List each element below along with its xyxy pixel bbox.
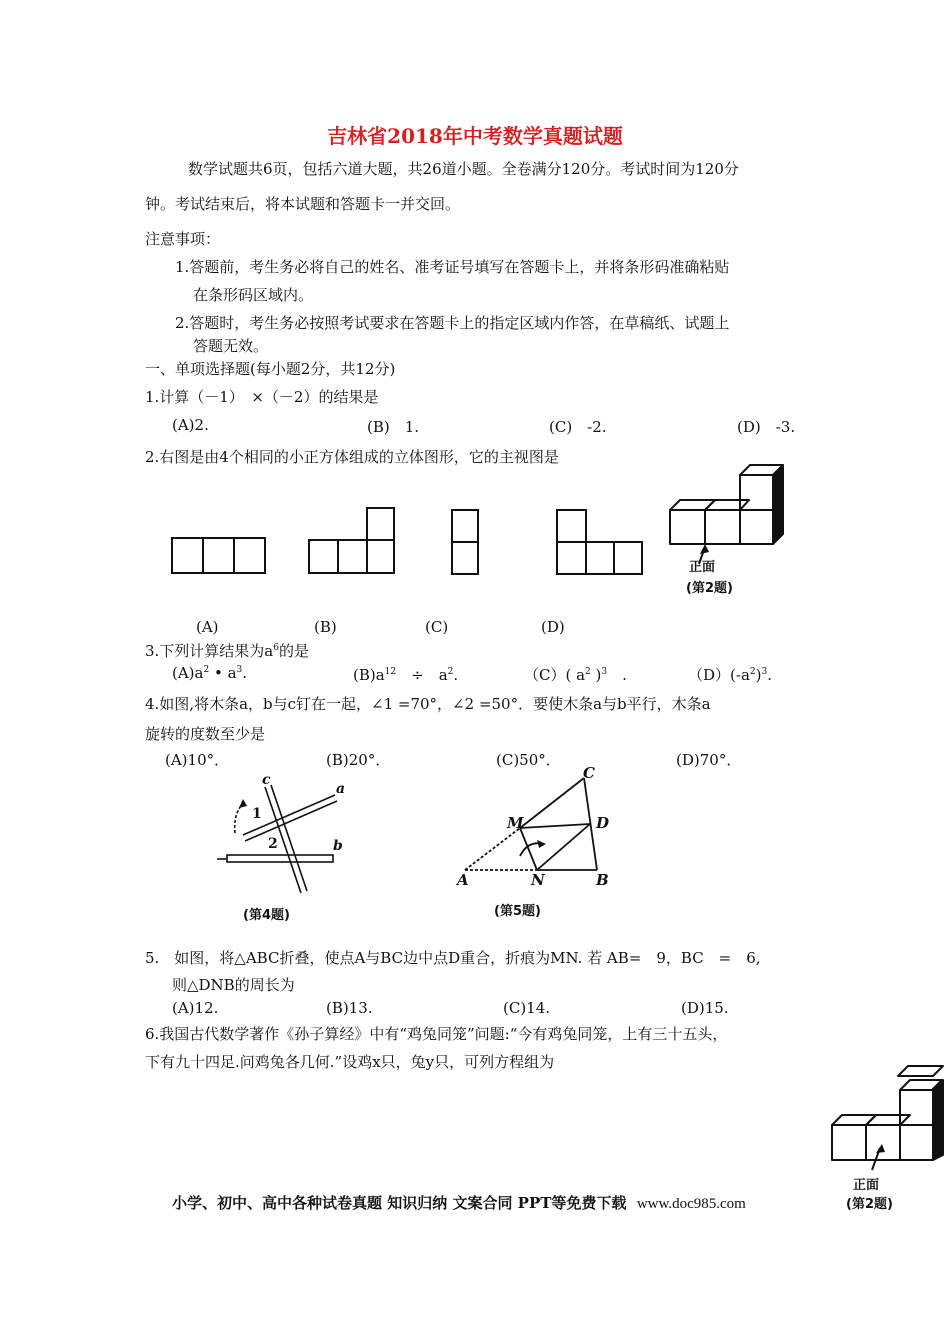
footer-link[interactable]: www.doc985.com [636, 1196, 746, 1212]
q2-option-a-figure [170, 536, 268, 576]
footer [172, 1192, 746, 1213]
intro-line-2: 钟。考试结束后，将本试题和答题卡一并交回。 [145, 195, 461, 213]
q2-option-d: (D) [541, 618, 565, 636]
q2-stem: 2.右图是由4个相同的小正方体组成的立体图形，它的主视图是 [145, 448, 559, 466]
q5-label-N: N [531, 871, 545, 889]
q5-option-c: (C)14. [503, 999, 551, 1017]
side-solid-figure [828, 1058, 948, 1193]
q5-option-a: (A)12. [172, 999, 219, 1017]
q2-option-d-figure [555, 508, 645, 578]
q5-label-D: D [596, 814, 610, 832]
notice-item-1-line-2: 在条形码区域内。 [193, 286, 314, 304]
q5-option-b: (B)13. [326, 999, 373, 1017]
q2-option-a: (A) [196, 618, 219, 636]
q5-option-d: (D)15. [681, 999, 729, 1017]
q4-label-c: c [262, 772, 271, 788]
q4-label-a: a [336, 781, 346, 797]
q1-option-b: (B) 1. [367, 418, 420, 436]
q4-label-angle-1: 1 [252, 806, 262, 822]
q2-option-b-figure [307, 506, 397, 576]
q5-label-A: A [457, 871, 469, 889]
notice-item-2-line-1: 2.答题时，考生务必按照考试要求在答题卡上的指定区域内作答，在草稿纸、试题上 [175, 314, 730, 332]
intro-line-1: 数学试题共6页，包括六道大题，共26道小题。全卷满分120分。考试时间为120分 [188, 160, 739, 178]
q1-option-a: (A)2. [172, 416, 209, 434]
q1-stem: 1.计算（－1） ×（－2）的结果是 [145, 388, 379, 406]
q4-stem-line-1: 4.如图,将木条a，b与c钉在一起，∠1 =70°，∠2 =50°．要使木条a与b平行，木条a [145, 695, 711, 713]
q2-option-c: (C) [425, 618, 449, 636]
q6-stem-line-2: 下有九十四足.问鸡兔各几何.”设鸡x只，兔y只，可列方程组为 [145, 1053, 555, 1071]
q3-stem: 3.下列计算结果为$a^6$的是 [145, 642, 310, 660]
notice-item-2-line-2: 答题无效。 [193, 337, 269, 355]
q1-option-c: (C) -2. [549, 418, 607, 436]
q4-option-b: (B)20°． [326, 751, 391, 769]
q5-stem-line-1: 5. 如图，将△ABC折叠，使点A与BC边中点D重合，折痕为MN. 若 AB= 9，BC = 6, [145, 949, 761, 967]
q3-option-b: $(B)a^{12}$ ÷ $a^2$. [353, 666, 459, 684]
side-figure-caption: (第2题) [846, 1197, 893, 1212]
side-front-label: 正面 [853, 1178, 880, 1193]
q3-option-c: （C）( $a^2$ )$^3$ . [524, 666, 627, 684]
q4-option-d: (D)70°． [676, 751, 742, 769]
q5-label-C: C [583, 764, 595, 782]
q5-stem-line-2: 则△DNB的周长为 [172, 976, 295, 994]
q4-figure-caption: (第4题) [243, 908, 290, 923]
q5-label-B: B [596, 871, 609, 889]
notice-heading: 注意事项： [145, 230, 221, 248]
notice-item-1-line-1: 1.答题前，考生务必将自己的姓名、准考证号填写在答题卡上，并将条形码准确粘贴 [175, 258, 730, 276]
q4-label-b: b [333, 838, 343, 854]
q4-option-a: (A)10°． [165, 751, 230, 769]
section-heading: 一、单项选择题(每小题2分，共12分) [145, 360, 396, 378]
q5-label-M: M [507, 814, 524, 832]
q4-option-c: (C)50°． [496, 751, 561, 769]
footer-text: 小学、初中、高中各种试卷真题 知识归纳 文案合同 PPT等免费下载 [172, 1194, 627, 1212]
page-title: 吉林省2018年中考数学真题试题 [327, 124, 623, 148]
q6-stem-line-1: 6.我国古代数学著作《孙子算经》中有“鸡兔同笼”问题:“今有鸡兔同笼，上有三十五头， [145, 1025, 728, 1043]
q3-option-a: $(A)a^2$ • $a^3$. [172, 664, 248, 682]
q2-option-b: (B) [314, 618, 337, 636]
q4-figure [215, 775, 350, 900]
q3-option-d: $(D)(-a^2)^3$. [688, 666, 772, 684]
q5-figure-caption: (第5题) [494, 904, 541, 919]
q2-figure-caption: (第2题) [686, 581, 733, 596]
q2-front-label: 正面 [689, 560, 716, 575]
q2-option-c-figure [450, 508, 480, 576]
q1-option-d: (D) -3. [737, 418, 796, 436]
q4-stem-line-2: 旋转的度数至少是 [145, 725, 266, 743]
q4-label-angle-2: 2 [268, 836, 278, 852]
